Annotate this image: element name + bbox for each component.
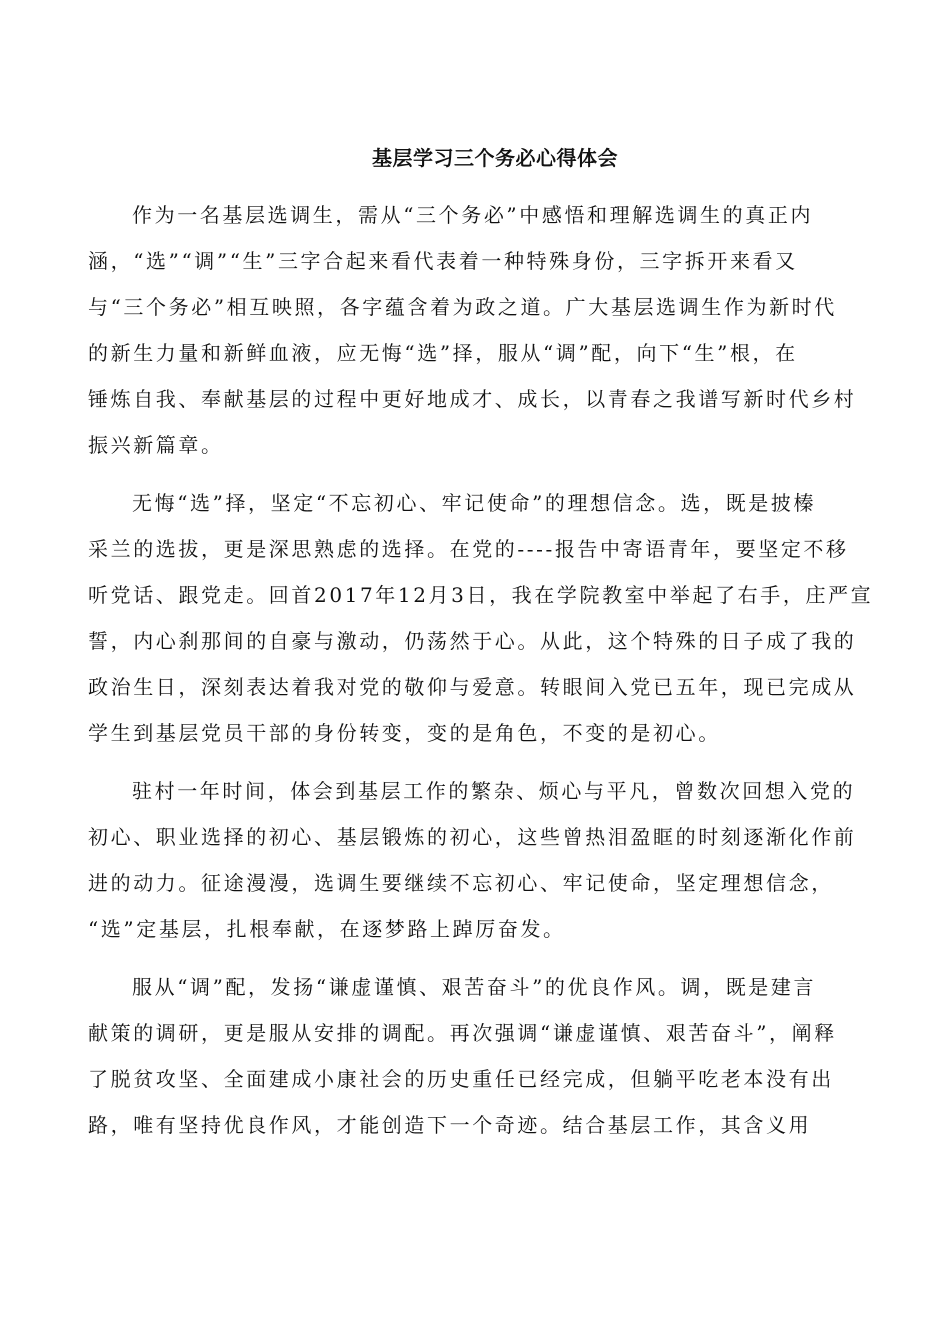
paragraph-line: 的新生力量和新鲜血液，应无悔“选”择，服从“调”配，向下“生”根，在: [88, 341, 798, 365]
paragraph-3: [88, 768, 858, 952]
paragraph-line: 进的动力。征途漫漫，选调生要继续不忘初心、牢记使命，坚定理想信念，: [88, 871, 834, 895]
paragraph-line: 誓，内心刹那间的自豪与激动，仍荡然于心。从此，这个特殊的日子成了我的: [88, 629, 857, 653]
paragraph-line: 路，唯有坚持优良作风，才能创造下一个奇迹。结合基层工作，其含义用: [88, 1113, 812, 1137]
paragraph-line: 了脱贫攻坚、全面建成小康社会的历史重任已经完成，但躺平吃老本没有出: [88, 1067, 834, 1091]
paragraph-line: 振兴新篇章。: [88, 433, 224, 457]
paragraph-line: 采兰的选拔，更是深思熟虑的选择。在党的----报告中寄语青年，要坚定不移: [88, 537, 849, 561]
paragraph-line: 无悔“选”择，坚定“不忘初心、牢记使命”的理想信念。选，既是披榛: [132, 491, 817, 515]
paragraph-line: 锤炼自我、奉献基层的过程中更好地成才、成长，以青春之我谱写新时代乡村: [88, 387, 857, 411]
paragraph-line: 涵，“选”“调”“生”三字合起来看代表着一种特殊身份，三字拆开来看又: [88, 249, 798, 273]
paragraph-line: 学生到基层党员干部的身份转变，变的是角色，不变的是初心。: [88, 721, 721, 745]
paragraph-1: [88, 192, 858, 468]
paragraph-4: [88, 964, 858, 1148]
paragraph-line: 作为一名基层选调生，需从“三个务必”中感悟和理解选调生的真正内: [132, 203, 814, 227]
paragraph-line: 献策的调研，更是服从安排的调配。再次强调“谦虚谨慎、艰苦奋斗”，阐释: [88, 1021, 837, 1045]
document-body: [88, 192, 874, 1160]
paragraph-line: “选”定基层，扎根奉献，在逐梦路上踔厉奋发。: [88, 917, 566, 941]
paragraph-line: 听党话、跟党走。回首2017年12月3日，我在学院教室中举起了右手，庄严宣: [88, 583, 874, 607]
paragraph-line: 初心、职业选择的初心、基层锻炼的初心，这些曾热泪盈眶的时刻逐渐化作前: [88, 825, 857, 849]
paragraph-line: 与“三个务必”相互映照，各字蕴含着为政之道。广大基层选调生作为新时代: [88, 295, 837, 319]
paragraph-line: 服从“调”配，发扬“谦虚谨慎、艰苦奋斗”的优良作风。调，既是建言: [132, 975, 817, 999]
paragraph-line: 驻村一年时间，体会到基层工作的繁杂、烦心与平凡，曾数次回想入党的: [132, 779, 856, 803]
paragraph-2: [88, 480, 874, 756]
paragraph-line: 政治生日，深刻表达着我对党的敬仰与爱意。转眼间入党已五年，现已完成从: [88, 675, 857, 699]
document-title: 基层学习三个务必心得体会: [372, 146, 618, 170]
